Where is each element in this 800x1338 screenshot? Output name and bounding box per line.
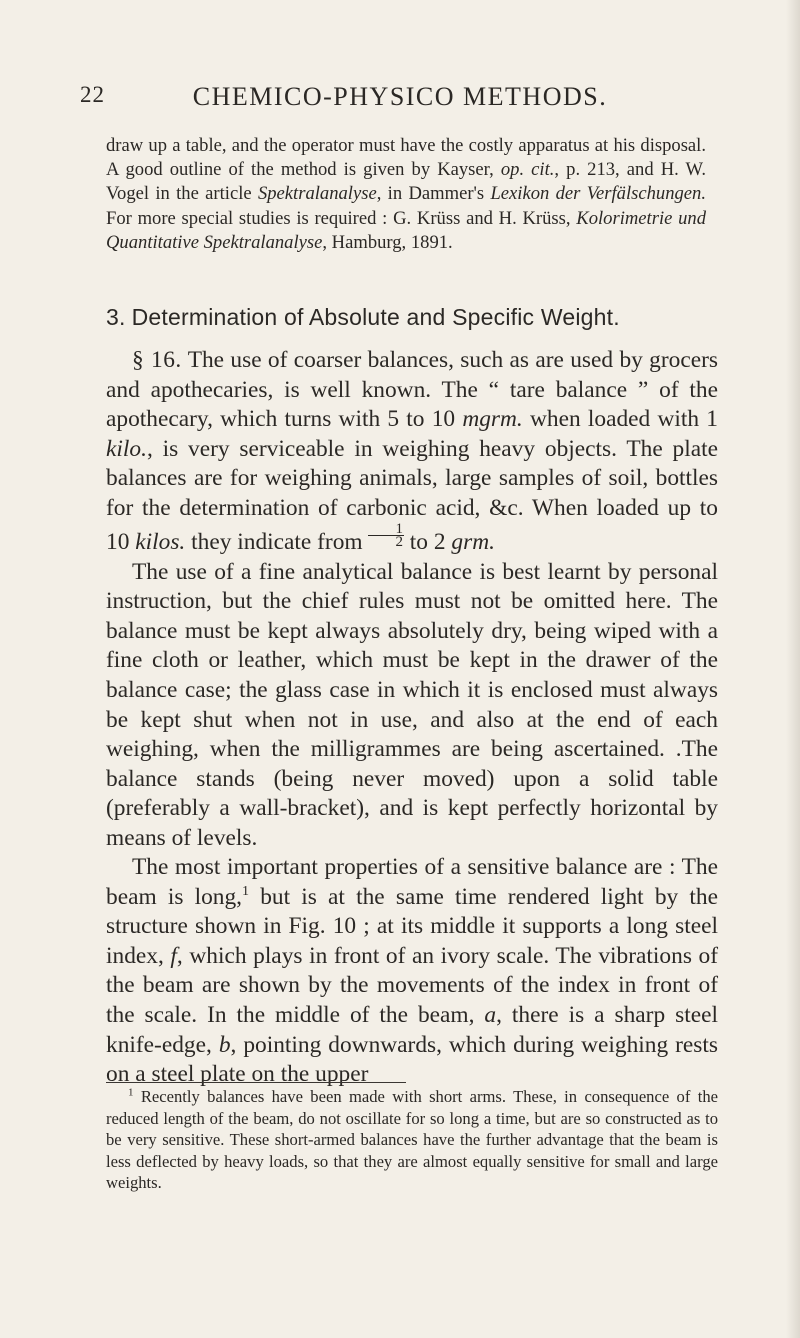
intro-text-4: For more special studies is required : G. Krüss and H. Krüss, (106, 207, 577, 229)
running-title: CHEMICO-PHYSICO METHODS. (192, 82, 608, 111)
p3-letter-a: a (484, 1002, 497, 1029)
paragraph-coarser-balances (106, 346, 718, 558)
section-number: 3. (106, 304, 126, 330)
paragraph-sensitive-balance (106, 853, 718, 1089)
p3-text-3: , which plays in front of an ivory scale. The vibrations of the beam are shown by the movements of the index in front of the scale. In the middle of the beam, (106, 942, 718, 1029)
footnote-marker: 1 (128, 1086, 134, 1099)
running-head (80, 82, 720, 118)
p1-text-1: The use of coarser balances, such as are used by grocers and apothecaries, is well known. The “ tare balance ” of the apothecary, which turns with 5 to 10 (106, 347, 719, 433)
intro-citation-kolorimetrie: Kolorimetrie und Quantitative Spektralanalyse (106, 207, 707, 253)
fraction-numerator: 1 (368, 523, 404, 536)
section-mark: § 16. (132, 347, 182, 373)
section-heading (106, 304, 726, 331)
p3-text-1: The most important properties of a sensitive balance are : The beam is long, (106, 854, 718, 910)
p1-unit-kilo: kilo. (106, 435, 147, 462)
p1-text-2: when loaded with 1 (522, 406, 718, 433)
intro-text-3: , in Dammer's (376, 183, 491, 205)
p1-unit-grm: grm. (451, 529, 495, 556)
fraction-denominator: 2 (395, 534, 403, 551)
footnote-divider (106, 1082, 406, 1083)
intro-text-2: , p. 213, and H. W. Vogel in the article (106, 159, 707, 205)
p3-text-2: but is at the same time rendered light by the structure shown in Fig. 10 ; at its middle it supports a long steel index, (106, 883, 718, 969)
page-edge-shadow (786, 0, 800, 1338)
footnote-text: Recently balances have been made with short arms. These, in consequence of the reduced length of the beam, do not oscillate for so long a time, but are so constructed as to be very sensitive. These short-armed balances have the further advantage that the beam is less deflected by heavy loads, so that they are almost equally sensitive for small and large weights. (106, 1087, 718, 1193)
p1-text-5: to 2 (403, 529, 452, 556)
p3-letter-b: b (218, 1031, 231, 1058)
intro-citation-op-cit: op. cit. (500, 159, 555, 181)
intro-citation-spektralanalyse: Spektralanalyse (257, 183, 377, 205)
intro-citation-lexikon: Lexikon der Verfälschungen. (490, 183, 707, 205)
intro-text-1: draw up a table, and the operator must have the costly apparatus at his disposal. A good outline of the method is given by Kayser, (106, 135, 706, 181)
p1-unit-mgrm: mgrm. (462, 406, 523, 433)
page-number: 22 (80, 82, 105, 107)
footnote-paragraph (106, 1086, 718, 1194)
p3-text-5: , pointing downwards, which during weighing rests on a steel plate on the upper (106, 1031, 718, 1088)
p1-unit-kilos: kilos. (135, 529, 186, 556)
footnote (106, 1086, 718, 1194)
section-title: Determination of Absolute and Specific Weight. (131, 304, 620, 330)
intro-paragraph (106, 134, 706, 255)
fraction-one-half (368, 521, 404, 551)
p1-text-3: , is very serviceable in weighing heavy objects. The plate balances are for weighing animals, large samples of soil, bottles for the determination of carbonic acid, &c. When loaded up to 10 (106, 435, 718, 556)
p3-text-4: , there is a sharp steel knife-edge, (106, 1002, 718, 1058)
p1-text-4: they indicate from (185, 529, 369, 556)
intro-text-5: , Hamburg, 1891. (322, 231, 453, 253)
p3-letter-f: f (170, 942, 177, 969)
paragraph-analytical-balance: The use of a fine analytical balance is best learnt by personal instruction, but the chief rules must not be omitted here. The balance must be kept always absolutely dry, being wiped with a fine cloth or leather, which must be kept in the drawer of the balance case; the glass case in which it is enclosed must always be kept shut when not in use, and also at the end of each weighing, when the milligrammes are being ascertained. .The balance stands (being never moved) upon a solid table (preferably a wall-bracket), and is kept perfectly horizontal by means of levels. (106, 558, 718, 851)
body-text (106, 346, 718, 1090)
footnote-reference[interactable]: 1 (242, 884, 250, 900)
